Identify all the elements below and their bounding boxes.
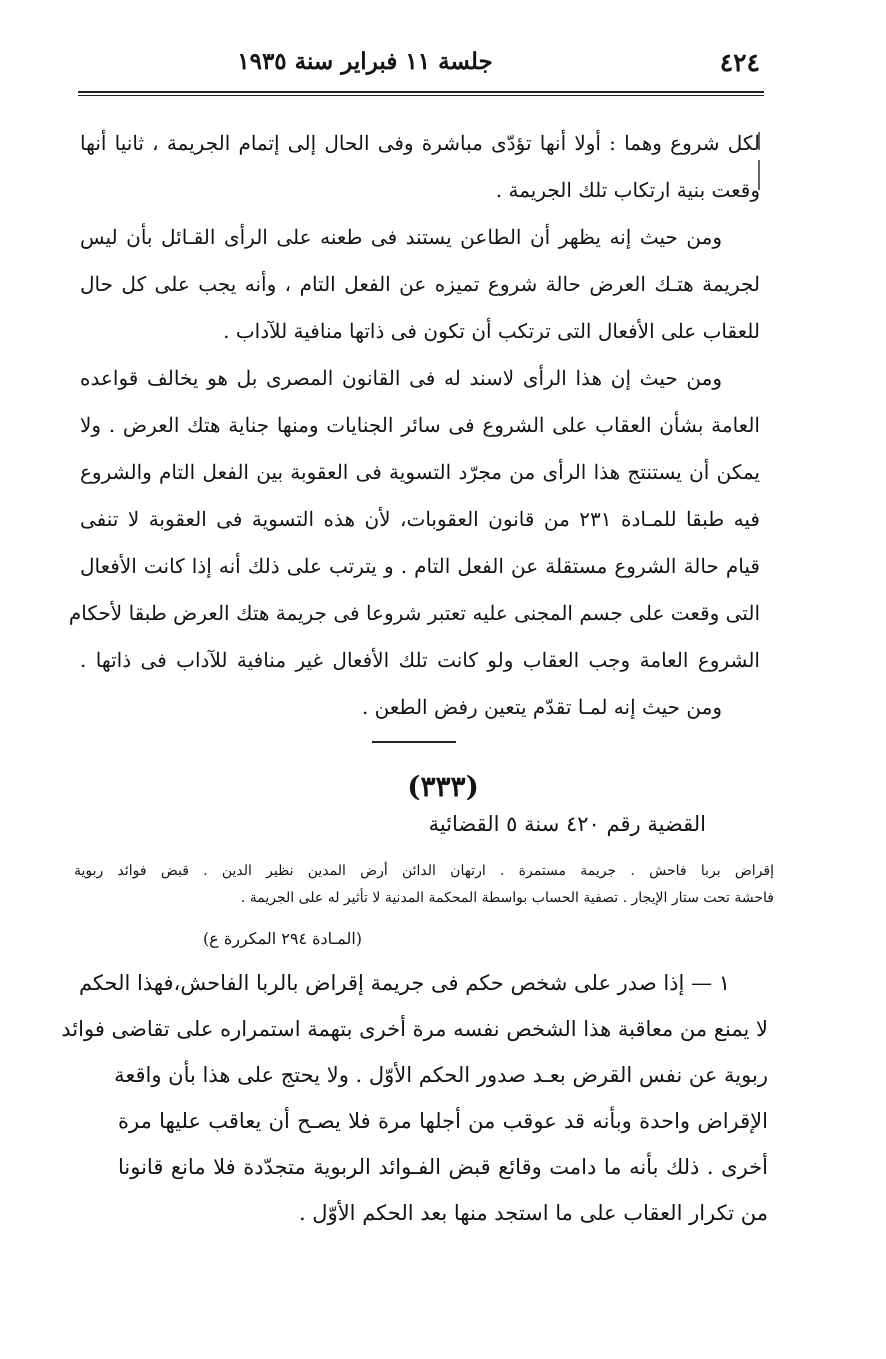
judgment-text [68,120,760,731]
principle-line: ١ — إذا صدر على شخص حكم فى جريمة إقراض بالربا الفاحش،فهذا الحكم [78,971,730,995]
legal-principle [61,960,768,1236]
text-line: ومن حيث إنه لمـا تقدّم يتعين رفض الطعن . [361,695,722,719]
text-line: التى وقعت على جسم المجنى عليه تعتبر شروعا فى جريمة هتك العرض طبقا لأحكام [68,601,760,625]
ruling-number: (٣٣٣) [407,770,479,803]
headnote-line: إقراض بربا فاحش . جريمة مستمرة . ارتهان الدائن أرض المدين نظير الدين . قبض فوائد ربوية [74,863,774,879]
principle-line: لا يمنع من معاقبة هذا الشخص نفسه مرة أخرى بتهمة استمراره على تقاضى فوائد [61,1017,768,1041]
article-reference: (المـادة ٢٩٤ المكررة ع) [202,929,362,948]
text-line: وقعت بنية ارتكاب تلك الجريمة . [495,178,760,202]
principle-line: من تكرار العقاب على ما استجد منها بعد الحكم الأوّل . [298,1201,768,1225]
headnote [74,858,774,912]
principle-line: الإقراض واحدة وبأنه قد عوقب من أجلها مرة فلا يصـح أن يعاقب عليها مرة [118,1109,768,1133]
text-line: ومن حيث إن هذا الرأى لاسند له فى القانون المصرى بل هو يخالف قواعده [80,366,722,390]
text-line: فيه طبقا للمـادة ٢٣١ من قانون العقوبات، لأن هذه التسوية فى العقوبة لا تنفى [80,507,760,531]
text-line: لكل شروع وهما : أولا أنها تؤدّى مباشرة وفى الحال إلى إتمام الجريمة ، ثانيا أنها [80,131,760,155]
text-line: للعقاب على الأفعال التى ترتكب أن تكون فى ذاتها منافية للآداب . [223,319,760,343]
text-line: قيام حالة الشروع مستقلة عن الفعل التام . و يترتب على ذلك أنه إذا كانت الأفعال [80,554,760,578]
principle-line: ربوية عن نفس القرض بعـد صدور الحكم الأوّل . ولا يحتج على هذا بأن واقعة [114,1063,768,1087]
header-rule [78,91,764,93]
page-header [80,40,760,82]
case-title: القضية رقم ٤٢٠ سنة ٥ القضائية [428,812,706,836]
text-line: العامة بشأن العقاب على الشروع فى سائر الجنايات ومنها جناية هتك العرض . ولا [80,413,760,437]
principle-line: أخرى . ذلك بأنه ما دامت وقائع قبض الفـوائد الربوية متجدّدة فلا مانع قانونا [118,1155,768,1179]
text-line: لجريمة هتـك العرض حالة شروع تميزه عن الفعل التام ، وأنه يجب على كل حال [80,272,760,296]
text-line: يمكن أن يستنتج هذا الرأى من مجرّد التسوية فى العقوبة بين الفعل التام والشروع [80,460,760,484]
running-head: جلسة ١١ فبراير سنة ١٩٣٥ [237,48,493,75]
headnote-line: فاحشة تحت ستار الإيجار . تصفية الحساب بواسطة المحكمة المدنية لا تأثير له على الجريمة . [240,890,774,906]
section-separator [372,741,456,743]
text-line: ومن حيث إنه يظهر أن الطاعن يستند فى طعنه على الرأى القـائل بأن ليس [80,225,722,249]
text-line: الشروع العامة وجب العقاب ولو كانت تلك الأفعال غير منافية للآداب فى ذاتها . [80,648,760,672]
page-number: ٤٢٤ [719,48,760,77]
header-rule-thin [78,95,764,96]
